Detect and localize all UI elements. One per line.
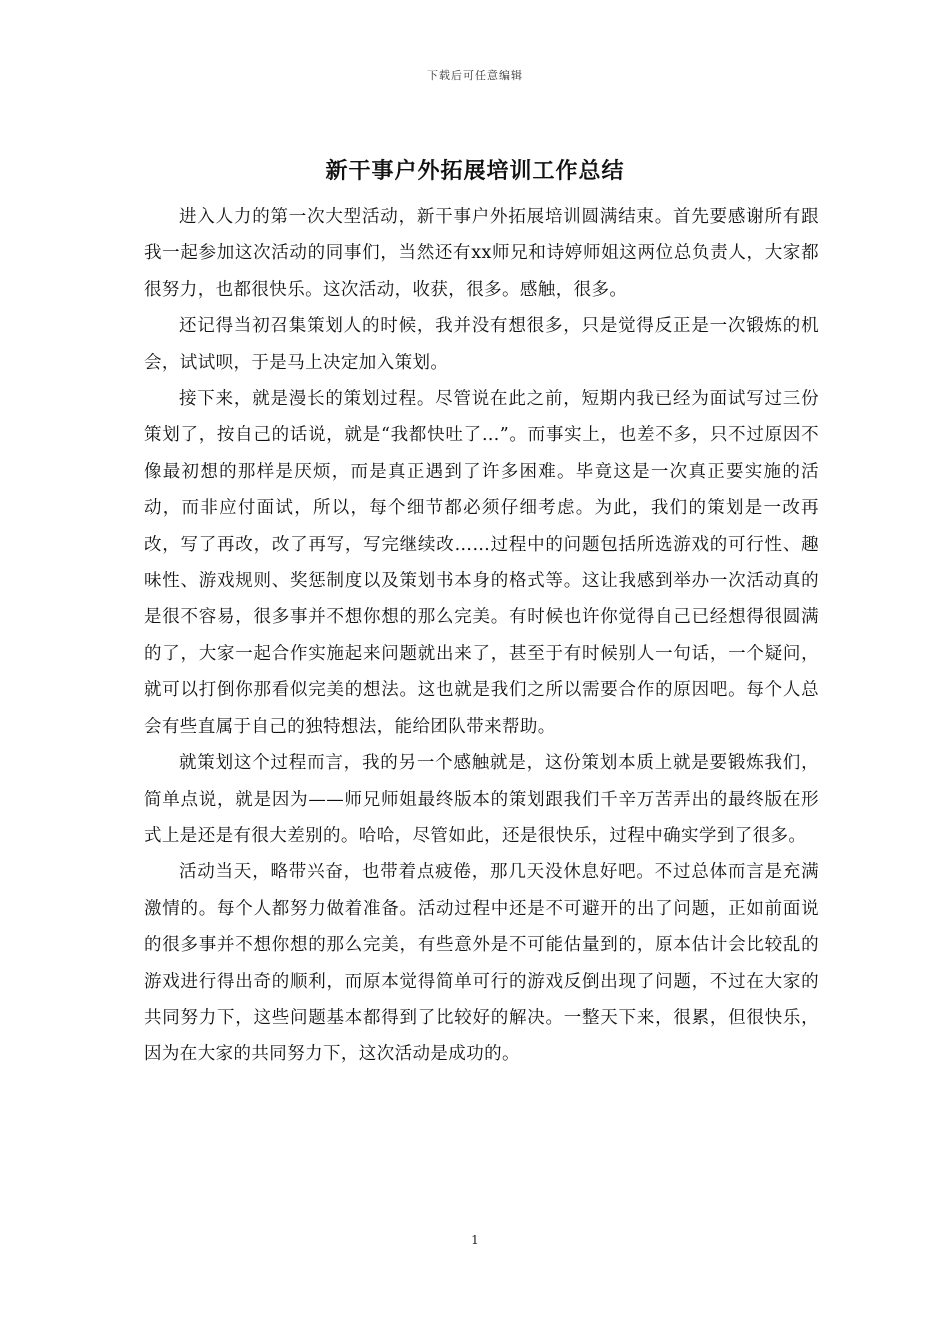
paragraph-recruitment: 还记得当初召集策划人的时候，我并没有想很多，只是觉得反正是一次锻炼的机会，试试呗，于是马上决定加入策划。 bbox=[144, 316, 819, 373]
paragraph-planning-process: 接下来，就是漫长的策划过程。尽管说在此之前，短期内我已经为面试写过三份策划了，按自己的话说，就是“我都快吐了…”。而事实上，也差不多，只不过原因不像最初想的那样是厌烦，而是真正遇到了许多困难。毕竟这是一次真正要实施的活动，而非应付面试，所以，每个细节都必须仔细考虑。为此，我们的策划是一改再改，写了再改，改了再写，写完继续改……过程中的问题包括所选游戏的可行性、趣味性、游戏规则、奖惩制度以及策划书本身的格式等。这让我感到举办一次活动真的是很不容易，很多事并不想你想的那么完美。有时候也许你觉得自己已经想得很圆满的了，大家一起合作实施起来问题就出来了，甚至于有时候别人一句话，一个疑问，就可以打倒你那看似完美的想法。这也就是我们之所以需要合作的原因吧。每个人总会有些直属于自己的独特想法，能给团队带来帮助。 bbox=[144, 389, 819, 737]
paragraph-planning-reflection: 就策划这个过程而言，我的另一个感触就是，这份策划本质上就是要锻炼我们，简单点说，就是因为——师兄师姐最终版本的策划跟我们千辛万苦弄出的最终版在形式上是还是有很大差别的。哈哈，尽管如此，还是很快乐，过程中确实学到了很多。 bbox=[144, 753, 819, 846]
document-title: 新干事户外拓展培训工作总结 bbox=[325, 158, 625, 184]
paragraph-intro: 进入人力的第一次大型活动，新干事户外拓展培训圆满结束。首先要感谢所有跟我一起参加这次活动的同事们，当然还有xx师兄和诗婷师姐这两位总负责人，大家都很努力，也都很快乐。这次活动，收获，很多。感触，很多。 bbox=[144, 207, 819, 300]
header-note: 下载后可任意编辑 bbox=[427, 69, 523, 82]
page-number: 1 bbox=[471, 1233, 479, 1247]
document-body bbox=[144, 199, 819, 1073]
paragraph-event-day: 活动当天，略带兴奋，也带着点疲倦，那几天没休息好吧。不过总体而言是充满激情的。每个人都努力做着准备。活动过程中还是不可避开的出了问题，正如前面说的很多事并不想你想的那么完美，有些意外是不可能估量到的，原本估计会比较乱的游戏进行得出奇的顺利，而原本觉得简单可行的游戏反倒出现了问题，不过在大家的共同努力下，这些问题基本都得到了比较好的解决。一整天下来，很累，但很快乐，因为在大家的共同努力下，这次活动是成功的。 bbox=[144, 862, 819, 1065]
